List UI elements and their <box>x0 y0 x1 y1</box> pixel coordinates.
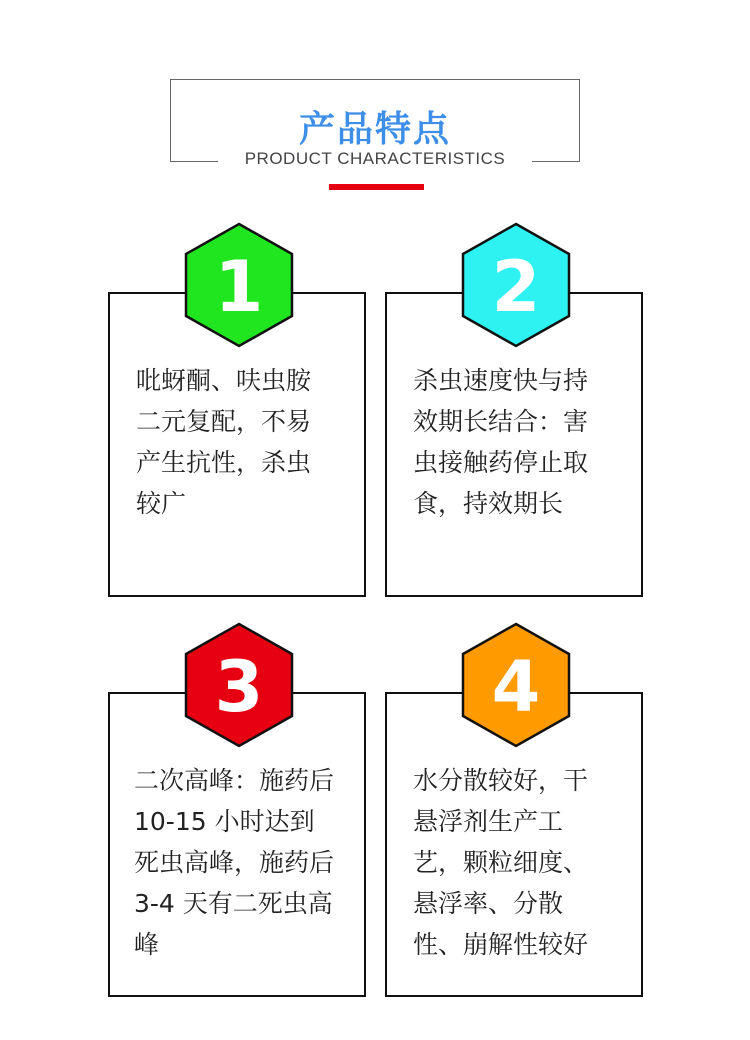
hexagon-badge-4 <box>461 622 571 748</box>
hexagon-badge-1 <box>184 222 294 348</box>
feature-text-2: 杀虫速度快与持 效期长结合：害 虫接触药停止取 食，持效期长 <box>413 366 589 518</box>
accent-bar <box>329 184 424 190</box>
header-frame-top <box>170 79 580 80</box>
feature-text-1: 吡蚜酮、呋虫胺 二元复配，不易 产生抗性，杀虫 较广 <box>136 366 312 518</box>
section-header <box>170 79 580 168</box>
badge-number-1: 1 <box>214 246 264 328</box>
badge-number-3: 3 <box>214 646 264 728</box>
hexagon-badge-2 <box>461 222 571 348</box>
feature-text-3: 二次高峰：施药后 10-15 小时达到 死虫高峰，施药后 3-4 天有二死虫高 峰 <box>134 766 335 959</box>
hexagon-badge-3 <box>184 622 294 748</box>
badge-number-2: 2 <box>491 246 541 328</box>
badge-number-4: 4 <box>491 646 541 728</box>
page-subtitle: PRODUCT CHARACTERISTICS <box>244 149 506 168</box>
page-title: 产品特点 <box>298 109 451 150</box>
feature-text-4: 水分散较好，干 悬浮剂生产工 艺，颗粒细度、 悬浮率、分散 性、崩解性较好 <box>413 766 589 959</box>
